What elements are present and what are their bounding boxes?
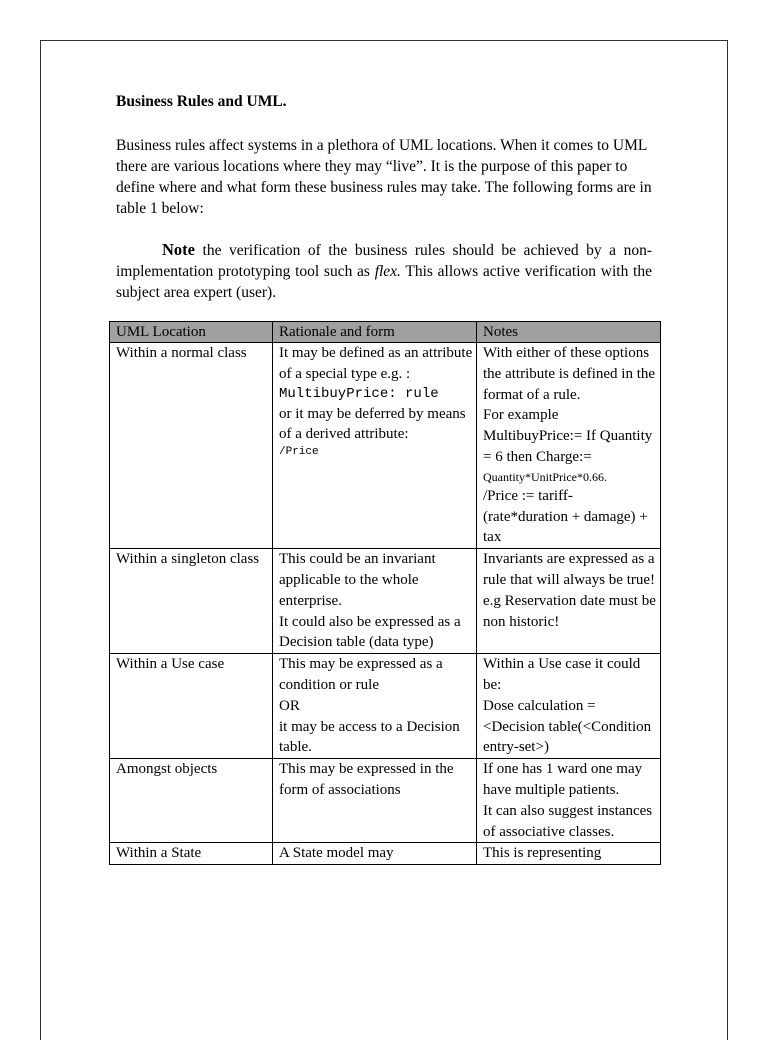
notes-text: Within a Use case it could be: — [483, 656, 641, 693]
rationale-text: OR — [279, 697, 300, 714]
notes-formula: Quantity*UnitPrice*0.66. — [483, 469, 607, 484]
section-heading: Business Rules and UML. — [116, 93, 287, 110]
cell-notes — [477, 654, 661, 759]
notes-text: If one has 1 ward one may have multiple patients. — [483, 761, 643, 798]
rationale-text: This could be an invariant applicable to the whole enterprise. — [279, 551, 436, 609]
cell-rationale — [273, 549, 477, 654]
cell-rationale — [273, 843, 477, 865]
rationale-text: A State model may — [279, 845, 394, 862]
rationale-text: It may be defined as an attribute of a special type e.g. : — [279, 345, 473, 382]
table-row — [110, 654, 661, 759]
table-row — [110, 843, 661, 865]
header-rationale: Rationale and form — [273, 322, 477, 343]
cell-rationale — [273, 654, 477, 759]
note-text-after: This allows active verification with the subject area expert (user). — [116, 263, 652, 301]
notes-text: For example MultibuyPrice:= If Quantity = 6 then Charge:= — [483, 407, 653, 465]
rationale-text: it may be access to a Decision table. — [279, 718, 460, 756]
notes-text: With either of these options the attribute is defined in the format of a rule. — [483, 345, 656, 403]
intro-paragraph: Business rules affect systems in a plethora of UML locations. When it comes to UML there are various locations where they may “live”. It is the purpose of this paper to define where and what form these business rules may take. The following forms are in table 1 below: — [116, 137, 652, 217]
business-rules-table — [109, 321, 661, 865]
table-row — [110, 759, 661, 843]
table-row — [110, 549, 661, 654]
rationale-text: or it may be deferred by means of a derived attribute: — [279, 405, 466, 443]
header-notes: Notes — [477, 322, 661, 343]
cell-location: Within a State — [110, 843, 273, 865]
rationale-text: It could also be expressed as a Decision table (data type) — [279, 613, 461, 651]
rationale-code: MultibuyPrice: rule — [279, 385, 439, 402]
rationale-text: This may be expressed in the form of associations — [279, 761, 454, 798]
header-uml-location: UML Location — [110, 322, 273, 343]
cell-notes — [477, 759, 661, 843]
notes-text: This is representing — [483, 845, 602, 862]
cell-location: Within a Use case — [110, 654, 273, 759]
notes-text: It can also suggest instances of associative classes. — [483, 802, 653, 840]
cell-notes — [477, 549, 661, 654]
notes-text: e.g Reservation date must be non historic! — [483, 592, 656, 630]
table-header-row — [110, 322, 661, 343]
note-text-before: the verification of the business rules should be achieved by a non-implementation prototyping tool such as — [116, 242, 652, 280]
notes-text: /Price := tariff-(rate*duration + damage) + tax — [483, 487, 648, 546]
cell-location: Within a singleton class — [110, 549, 273, 654]
cell-rationale — [273, 343, 477, 549]
cell-notes — [477, 343, 661, 549]
note-label: Note — [162, 240, 195, 259]
notes-text: Dose calculation = <Decision table(<Condition entry-set>) — [483, 697, 652, 756]
rationale-code: /Price — [279, 446, 319, 459]
table-row — [110, 343, 661, 549]
cell-notes — [477, 843, 661, 865]
rationale-text: This may be expressed as a condition or rule — [279, 656, 443, 693]
cell-location: Within a normal class — [110, 343, 273, 549]
cell-rationale — [273, 759, 477, 843]
notes-text: Invariants are expressed as a rule that will always be true! — [483, 551, 656, 588]
note-tool-name: flex. — [374, 263, 401, 280]
cell-location: Amongst objects — [110, 759, 273, 843]
note-paragraph — [116, 239, 652, 303]
